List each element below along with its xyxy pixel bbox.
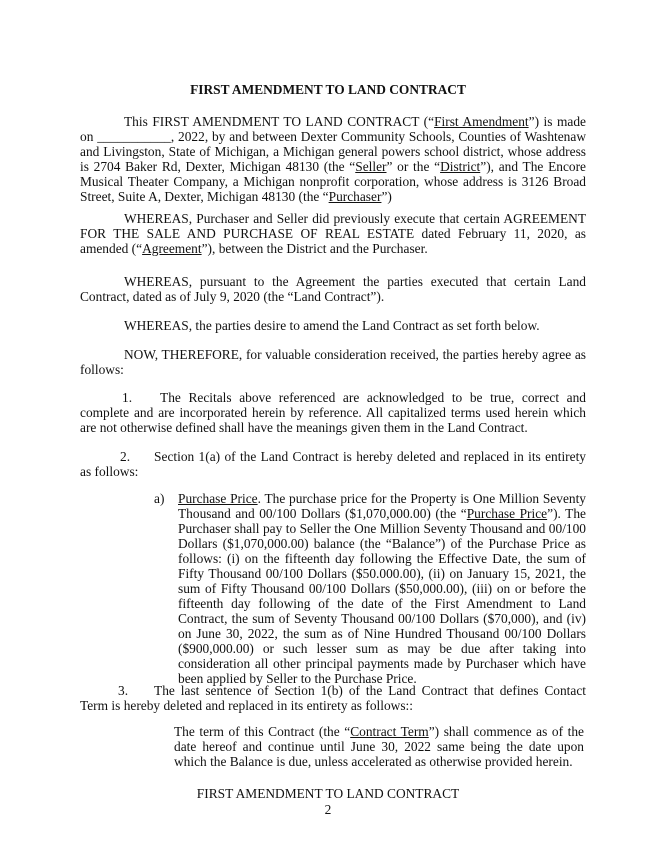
section-1 [80,390,586,435]
intro-text-2: ”) is made on ___________, 2022, by and between Dexter Community Schools, Counties of Washtenaw and Livingston, State of Michigan, a Michigan general powers school district, whose address is 2704 Baker Rd, Dexter, Michigan 48130 (the “ [80,114,586,174]
page-footer [0,786,656,818]
intro-text-4: ”), and The Encore Musical Theater Company, a Michigan nonprofit corporation, whose address is 3126 Broad Street, Suite A, Dexter, Michigan 48130 (the “ [80,159,586,204]
defined-term-purchase-price: Purchase Price [466,506,548,521]
whereas-paragraph-3: WHEREAS, the parties desire to amend the Land Contract as set forth below. [124,318,540,333]
section-3-replacement-text [174,724,584,769]
section-1-number: 1. [122,390,133,405]
intro-text-3: ” or the “ [386,159,441,174]
page-number: 2 [324,802,332,817]
section-2a-letter: a) [154,491,165,506]
section-2a [154,491,586,686]
section-3-quote-text-1: The term of this Contract (the “ [174,724,351,739]
defined-term-seller: Seller [355,159,387,174]
defined-term-contract-term: Contract Term [350,724,429,739]
section-2a-text-2: ”). The Purchaser shall pay to Seller the One Million Seventy Thousand and 00/100 Dollars ($1,070,000.00) balance (the “Balance”) of the Purchase Price as follows: (i) on the fifteenth day following the Effective Date, the sum of Fifty Thousand 00/100 Dollars ($50.000.00), (ii) on January 15, 2021, the sum of Fifty Thousand 00/100 Dollars ($50,000.00), (iii) on or before the fifteenth day following of the date of the First Amendment to Land Contract, the sum of Seventy Thousand 00/100 Dollars ($70,000), and (iv) on June 30, 2022, the sum as of Nine Hundred Thousand 00/100 Dollars ($900,000.00) or such lesser sum as may be due after taking into consideration all other principal payments made by Purchaser which have been applied by Seller to the Purchase Price. [178,506,586,686]
defined-term-agreement: Agreement [142,241,202,256]
section-1-text: The Recitals above referenced are acknowledged to be true, correct and complete and are incorporated herein by reference. All capitalized terms used herein which are not otherwise defined shall have the meanings given them in the Land Contract. [80,390,586,435]
section-3-number: 3. [118,683,129,698]
section-2a-body [178,491,586,686]
section-3 [80,683,586,713]
intro-text-5: ”) [381,189,392,204]
section-2-text: Section 1(a) of the Land Contract is hereby deleted and replaced in its entirety as follows: [80,449,586,479]
defined-term-first-amendment: First Amendment [434,114,529,129]
footer-title: FIRST AMENDMENT TO LAND CONTRACT [196,786,460,801]
now-therefore-paragraph: NOW, THEREFORE, for valuable consideration received, the parties hereby agree as follows: [80,347,586,377]
whereas-paragraph-1 [80,211,586,256]
section-2 [80,449,586,479]
document-title: FIRST AMENDMENT TO LAND CONTRACT [190,82,466,97]
intro-text-1: This FIRST AMENDMENT TO LAND CONTRACT (“ [124,114,435,129]
section-2a-heading: Purchase Price [178,491,258,506]
section-2a-text-1: . The purchase price for the Property is One Million Seventy Thousand and 00/100 Dollars ($1,070,000.00) (the “ [178,491,586,521]
section-2-number: 2. [120,449,131,464]
whereas1-text-1: WHEREAS, Purchaser and Seller did previously execute that certain AGREEMENT FOR THE SALE AND PURCHASE OF REAL ESTATE dated February 11, 2020, as amended (“ [80,211,586,256]
whereas-paragraph-2: WHEREAS, pursuant to the Agreement the parties executed that certain Land Contract, dated as of July 9, 2020 (the “Land Contract”). [80,274,586,304]
section-3-quote-text-2: ”) shall commence as of the date hereof and continue until June 30, 2022 same being the date upon which the Balance is due, unless accelerated as otherwise provided herein. [174,724,584,769]
whereas1-text-2: ”), between the District and the Purchaser. [201,241,428,256]
section-3-text: The last sentence of Section 1(b) of the Land Contract that defines Contact Term is hereby deleted and replaced in its entirety as follows:: [80,683,586,713]
intro-paragraph [80,114,586,204]
defined-term-district: District [440,159,481,174]
defined-term-purchaser: Purchaser [328,189,382,204]
